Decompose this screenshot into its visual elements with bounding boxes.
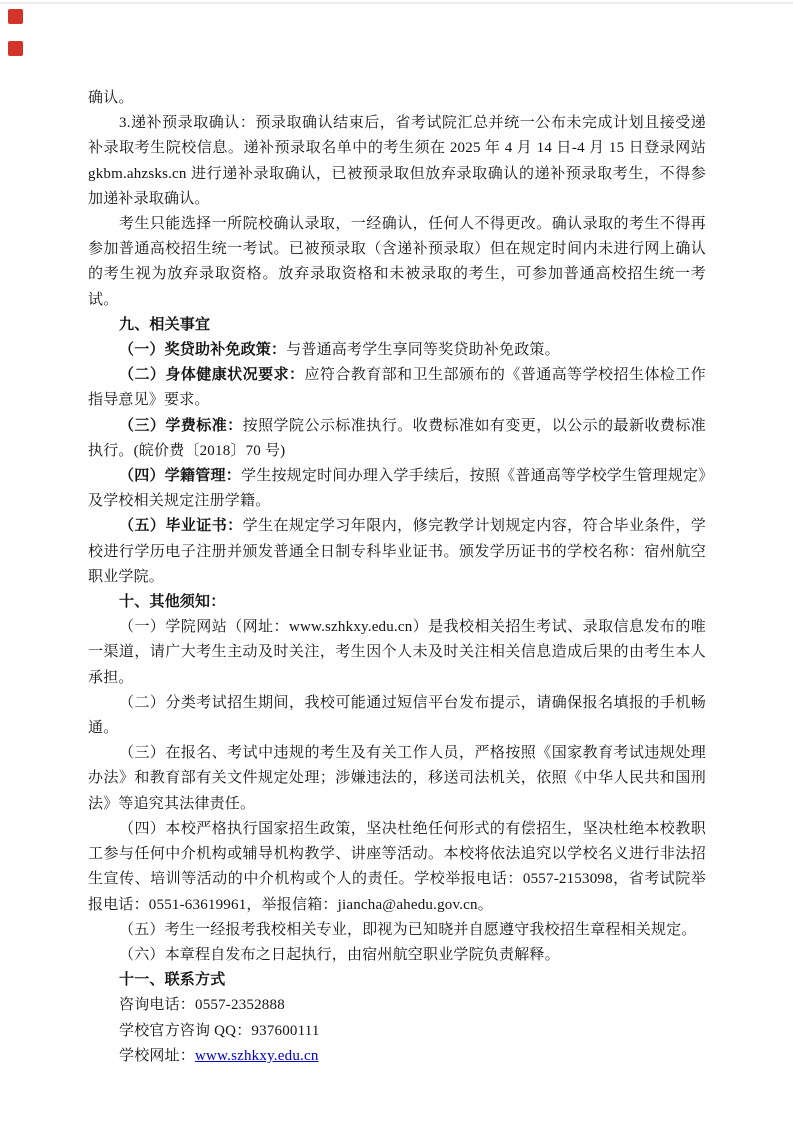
bold-text-run: 十一、联系方式 [119,972,226,989]
text-run: 确认。 [88,90,134,106]
bold-text-run: （五）毕业证书： [119,518,243,535]
paragraph [88,741,706,817]
bold-text-run: 九、相关事宜 [119,316,211,333]
red-square-marker-bottom [8,41,23,56]
paragraph [88,212,706,313]
bold-text-run: （二）身体健康状况要求： [119,367,305,384]
paragraph [88,1019,706,1044]
section-heading [88,968,706,993]
text-run: （四）本校严格执行国家招生政策，坚决杜绝任何形式的有偿招生，坚决杜绝本校教职工参与任何中介机构或辅导机构教学、讲座等活动。本校将依法追究以学校名义进行非法招生宣传、培训等活动的中介机构或个人的责任。学校举报电话：0557-2153098，省考试院举报电话：0551-63619961，举报信箱：jiancha@ahedu.gov.cn。 [88,820,706,913]
text-run: 学校官方咨询 QQ：937600111 [119,1022,320,1039]
section-heading [88,590,706,615]
paragraph [88,464,706,514]
paragraph [88,1044,706,1069]
paragraph [88,918,706,943]
text-run: 按照学院公示标准执行。收费标准如有变更，以公示的最新收费标准执行。(皖价费〔2018〕70 号) [88,417,706,459]
bold-text-run: 十、其他须知： [119,594,226,611]
text-run: 学生按规定时间办理入学手续后，按照《普通高等学校学生管理规定》及学校相关规定注册学籍。 [88,468,706,510]
text-run: 应符合教育部和卫生部颁布的《普通高等学校招生体检工作指导意见》要求。 [88,367,707,409]
page-top-scan-line [0,2,793,4]
text-run: （五）考生一经报考我校相关专业，即视为已知晓并自愿遵守我校招生章程相关规定。 [119,921,697,938]
document-body [88,86,706,1069]
paragraph [88,943,706,968]
paragraph [88,691,706,741]
text-run: （六）本章程自发布之日起执行，由宿州航空职业学院负责解释。 [119,946,560,963]
school-website-link[interactable]: www.szhkxy.edu.cn [195,1047,319,1064]
bold-text-run: （三）学费标准： [119,417,243,434]
paragraph [88,817,706,918]
text-run: （三）在报名、考试中违规的考生及有关工作人员，严格按照《国家教育考试违规处理办法》和教育部有关文件规定处理；涉嫌违法的，移送司法机关，依照《中华人民共和国刑法》等追究其法律责任。 [88,745,706,812]
bold-text-run: （一）奖贷助补免政策： [119,342,287,359]
paragraph [88,363,706,413]
red-square-marker-top [8,9,23,24]
paragraph [88,86,706,111]
paragraph [88,615,706,691]
paragraph [88,111,706,212]
section-heading [88,313,706,338]
paragraph [88,993,706,1018]
paragraph [88,414,706,464]
text-run: 3.递补预录取确认：预录取确认结束后，省考试院汇总并统一公布未完成计划且接受递补录取考生院校信息。递补预录取名单中的考生须在 2025 年 4 月 14 日-4 月 15 日登录网站 gkbm.ahzsks.cn 进行递补录取确认，已被预录取但放弃录取确认的递补预录取考生，不得参加递补录取确认。 [88,115,706,207]
paragraph [88,514,706,590]
text-run: 学生在规定学习年限内，修完教学计划规定内容，符合毕业条件，学校进行学历电子注册并颁发普通全日制专科毕业证书。颁发学历证书的学校名称：宿州航空职业学院。 [88,518,706,585]
text-run: 咨询电话：0557-2352888 [119,997,285,1014]
text-run: （二）分类考试招生期间，我校可能通过短信平台发布提示，请确保报名填报的手机畅通。 [88,694,706,737]
text-run: 考生只能选择一所院校确认录取，一经确认，任何人不得更改。确认录取的考生不得再参加普通高校招生统一考试。已被预录取（含递补预录取）但在规定时间内未进行网上确认的考生视为放弃录取资格。放弃录取资格和未被录取的考生，可参加普通高校招生统一考试。 [88,216,706,308]
text-run: 与普通高考学生享同等奖贷助补免政策。 [286,342,560,359]
bold-text-run: （四）学籍管理： [119,468,241,485]
text-run: 学校网址： [119,1047,196,1064]
text-run: （一）学院网站（网址：www.szhkxy.edu.cn）是我校相关招生考试、录取信息发布的唯一渠道，请广大考生主动及时关注，考生因个人未及时关注相关信息造成后果的由考生本人承担。 [88,619,706,686]
paragraph [88,338,706,363]
